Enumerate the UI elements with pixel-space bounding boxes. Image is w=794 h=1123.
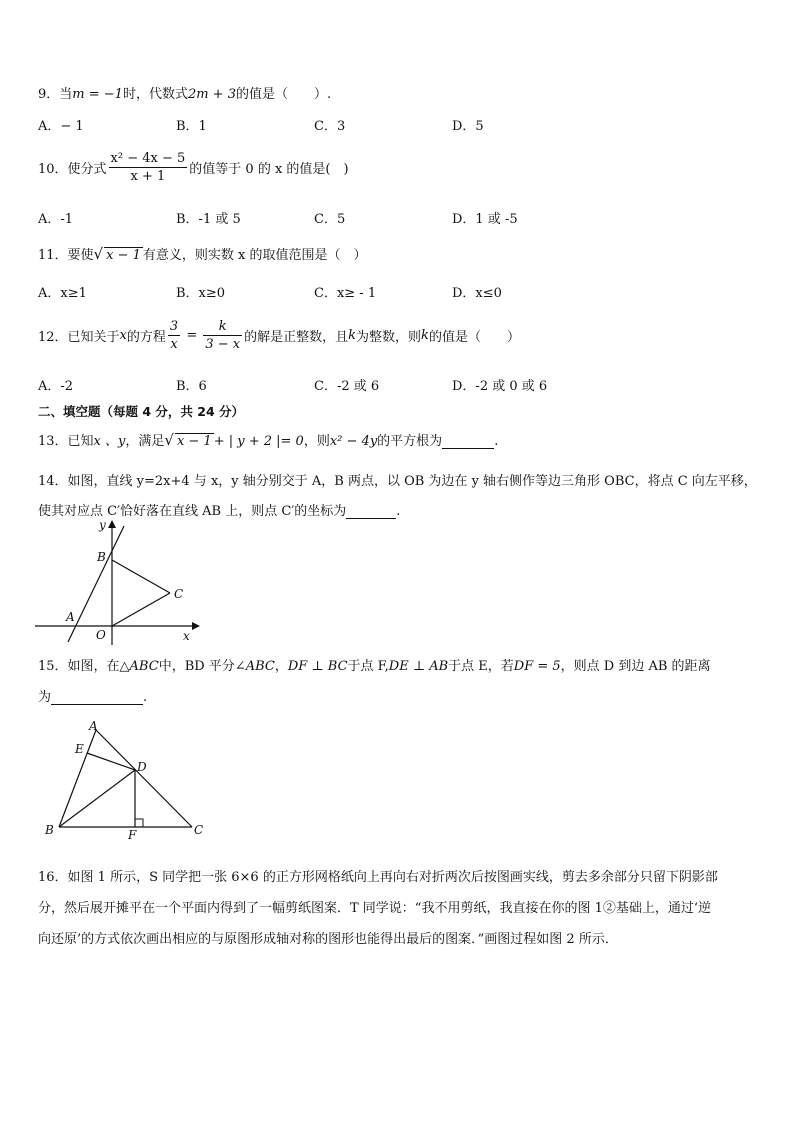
question-15-line-1: 15．如图，在△ABC中，BD 平分∠ABC，DF ⊥ BC于点 F,DE ⊥ AB于点 E，若DF = 5，则点 D 到边 AB 的距离 (38, 659, 711, 674)
q10-numerator: x² − 4x − 5 (110, 151, 186, 166)
q9-option-c: C．3 (314, 119, 346, 134)
label-a: A (89, 719, 98, 733)
sqrt-sign: √ (93, 245, 104, 263)
label-a: A (66, 610, 75, 624)
q9-option-d: D．5 (452, 119, 484, 134)
q10-option-b: B．-1 或 5 (176, 212, 241, 227)
q10-options (38, 208, 718, 228)
x-axis-arrow (192, 622, 200, 630)
q12-option-b: B．6 (176, 379, 207, 394)
q9-expression: 2m + 3 (187, 87, 236, 102)
label-c: C (194, 823, 204, 837)
question-15-line-2: 为 . (38, 690, 148, 705)
q13-abs: + | y + 2 |= 0 (213, 434, 304, 449)
label-f: F (128, 828, 137, 840)
q11-option-a: A．x≥1 (38, 286, 87, 301)
q9-option-b: B．1 (176, 119, 207, 134)
question-16-line-3: 向还原’的方式依次画出相应的与原图形成轴对称的图形也能得出最后的图案．”画图过程如图 2 所示． (38, 932, 618, 947)
segment-oc (112, 593, 170, 626)
q9-condition: m = −1 (72, 87, 123, 102)
section-heading: 二、填空题（每题 4 分，共 24 分） (38, 404, 245, 419)
q12-option-a: A．-2 (38, 379, 74, 394)
q9-options (38, 115, 718, 135)
answer-blank[interactable] (442, 436, 494, 449)
segment-ac (96, 730, 192, 827)
q11-option-b: B．x≥0 (176, 286, 226, 301)
question-13: 13．已知x 、y，满足√ x − 1 + | y + 2 |= 0，则x² − 4y的平方根为 . (38, 431, 499, 449)
q12-option-d: D．-2 或 0 或 6 (452, 379, 548, 394)
question-9: 9．当m = −1时，代数式2m + 3的值是（ ）. (38, 87, 332, 102)
question-14-line-1: 14．如图，直线 y=2x+4 与 x，y 轴分别交于 A，B 两点，以 OB 为边在 y 轴右侧作等边三角形 OBC，将点 C 向左平移， (38, 474, 757, 489)
label-y: y (99, 518, 106, 532)
question-16-line-1: 16．如图 1 所示，S 同学把一张 6×6 的正方形网格纸向上再向右对折两次后按图画实线，剪去多余部分只留下阴影部 (38, 870, 718, 885)
q12-left-fraction: $\frac{3}{x}$ (169, 319, 179, 352)
answer-blank[interactable] (346, 506, 396, 519)
label-b: B (97, 550, 106, 564)
answer-blank[interactable] (51, 692, 143, 705)
q10-denominator: x + 1 (130, 169, 166, 184)
segment-bc (112, 560, 170, 593)
question-16-line-2: 分，然后展开摊平在一个平面内得到了一幅剪纸图案．T 同学说：“我不用剪纸，我直接在你的图 1②基础上，通过‘逆 (38, 901, 711, 916)
label-c: C (174, 587, 184, 601)
q10-option-c: C．5 (314, 212, 346, 227)
label-o: O (96, 628, 106, 642)
q13-expression: x² − 4y (329, 434, 378, 449)
label-x: x (183, 629, 190, 643)
q10-fraction (109, 150, 188, 185)
q11-radicand: x − 1 (106, 248, 141, 263)
label-b: B (45, 823, 54, 837)
q11-option-c: C．x≥ - 1 (314, 286, 377, 301)
question-14-line-2: 使其对应点 C′恰好落在直线 AB 上，则点 C′的坐标为 . (38, 504, 401, 519)
label-e: E (75, 742, 84, 756)
question-12: 12．已知关于x的方程 $\frac{3}{x}$ = $\frac{k}{3 - x}$ 的解是正整数，且k为整数，则k的值是（ ） (38, 319, 520, 352)
q12-right-fraction: $\frac{k}{3 - x}$ (205, 319, 241, 352)
q11-option-d: D．x≤0 (452, 286, 502, 301)
label-d: D (137, 760, 147, 774)
q15-figure (40, 715, 215, 840)
q10-option-d: D．1 或 -5 (452, 212, 518, 227)
q9-option-a: A．− 1 (38, 119, 84, 134)
q10-option-a: A．-1 (38, 212, 74, 227)
q12-options (38, 375, 718, 395)
question-10: 10．使分式 $\frac{\text{x² − 4x − 5}}{x + 1}$ 的值等于 0 的 x 的值是( ) (38, 151, 349, 184)
q11-options (38, 282, 718, 302)
q13-radicand: x − 1 (176, 434, 212, 449)
right-angle-mark (135, 819, 143, 827)
q14-figure (30, 518, 200, 646)
y-axis-arrow (108, 520, 116, 528)
sqrt-sign: √ (164, 431, 174, 449)
question-11: 11．要使√ x − 1 有意义，则实数 x 的取值范围是（ ） (38, 245, 367, 263)
q12-option-c: C．-2 或 6 (314, 379, 380, 394)
